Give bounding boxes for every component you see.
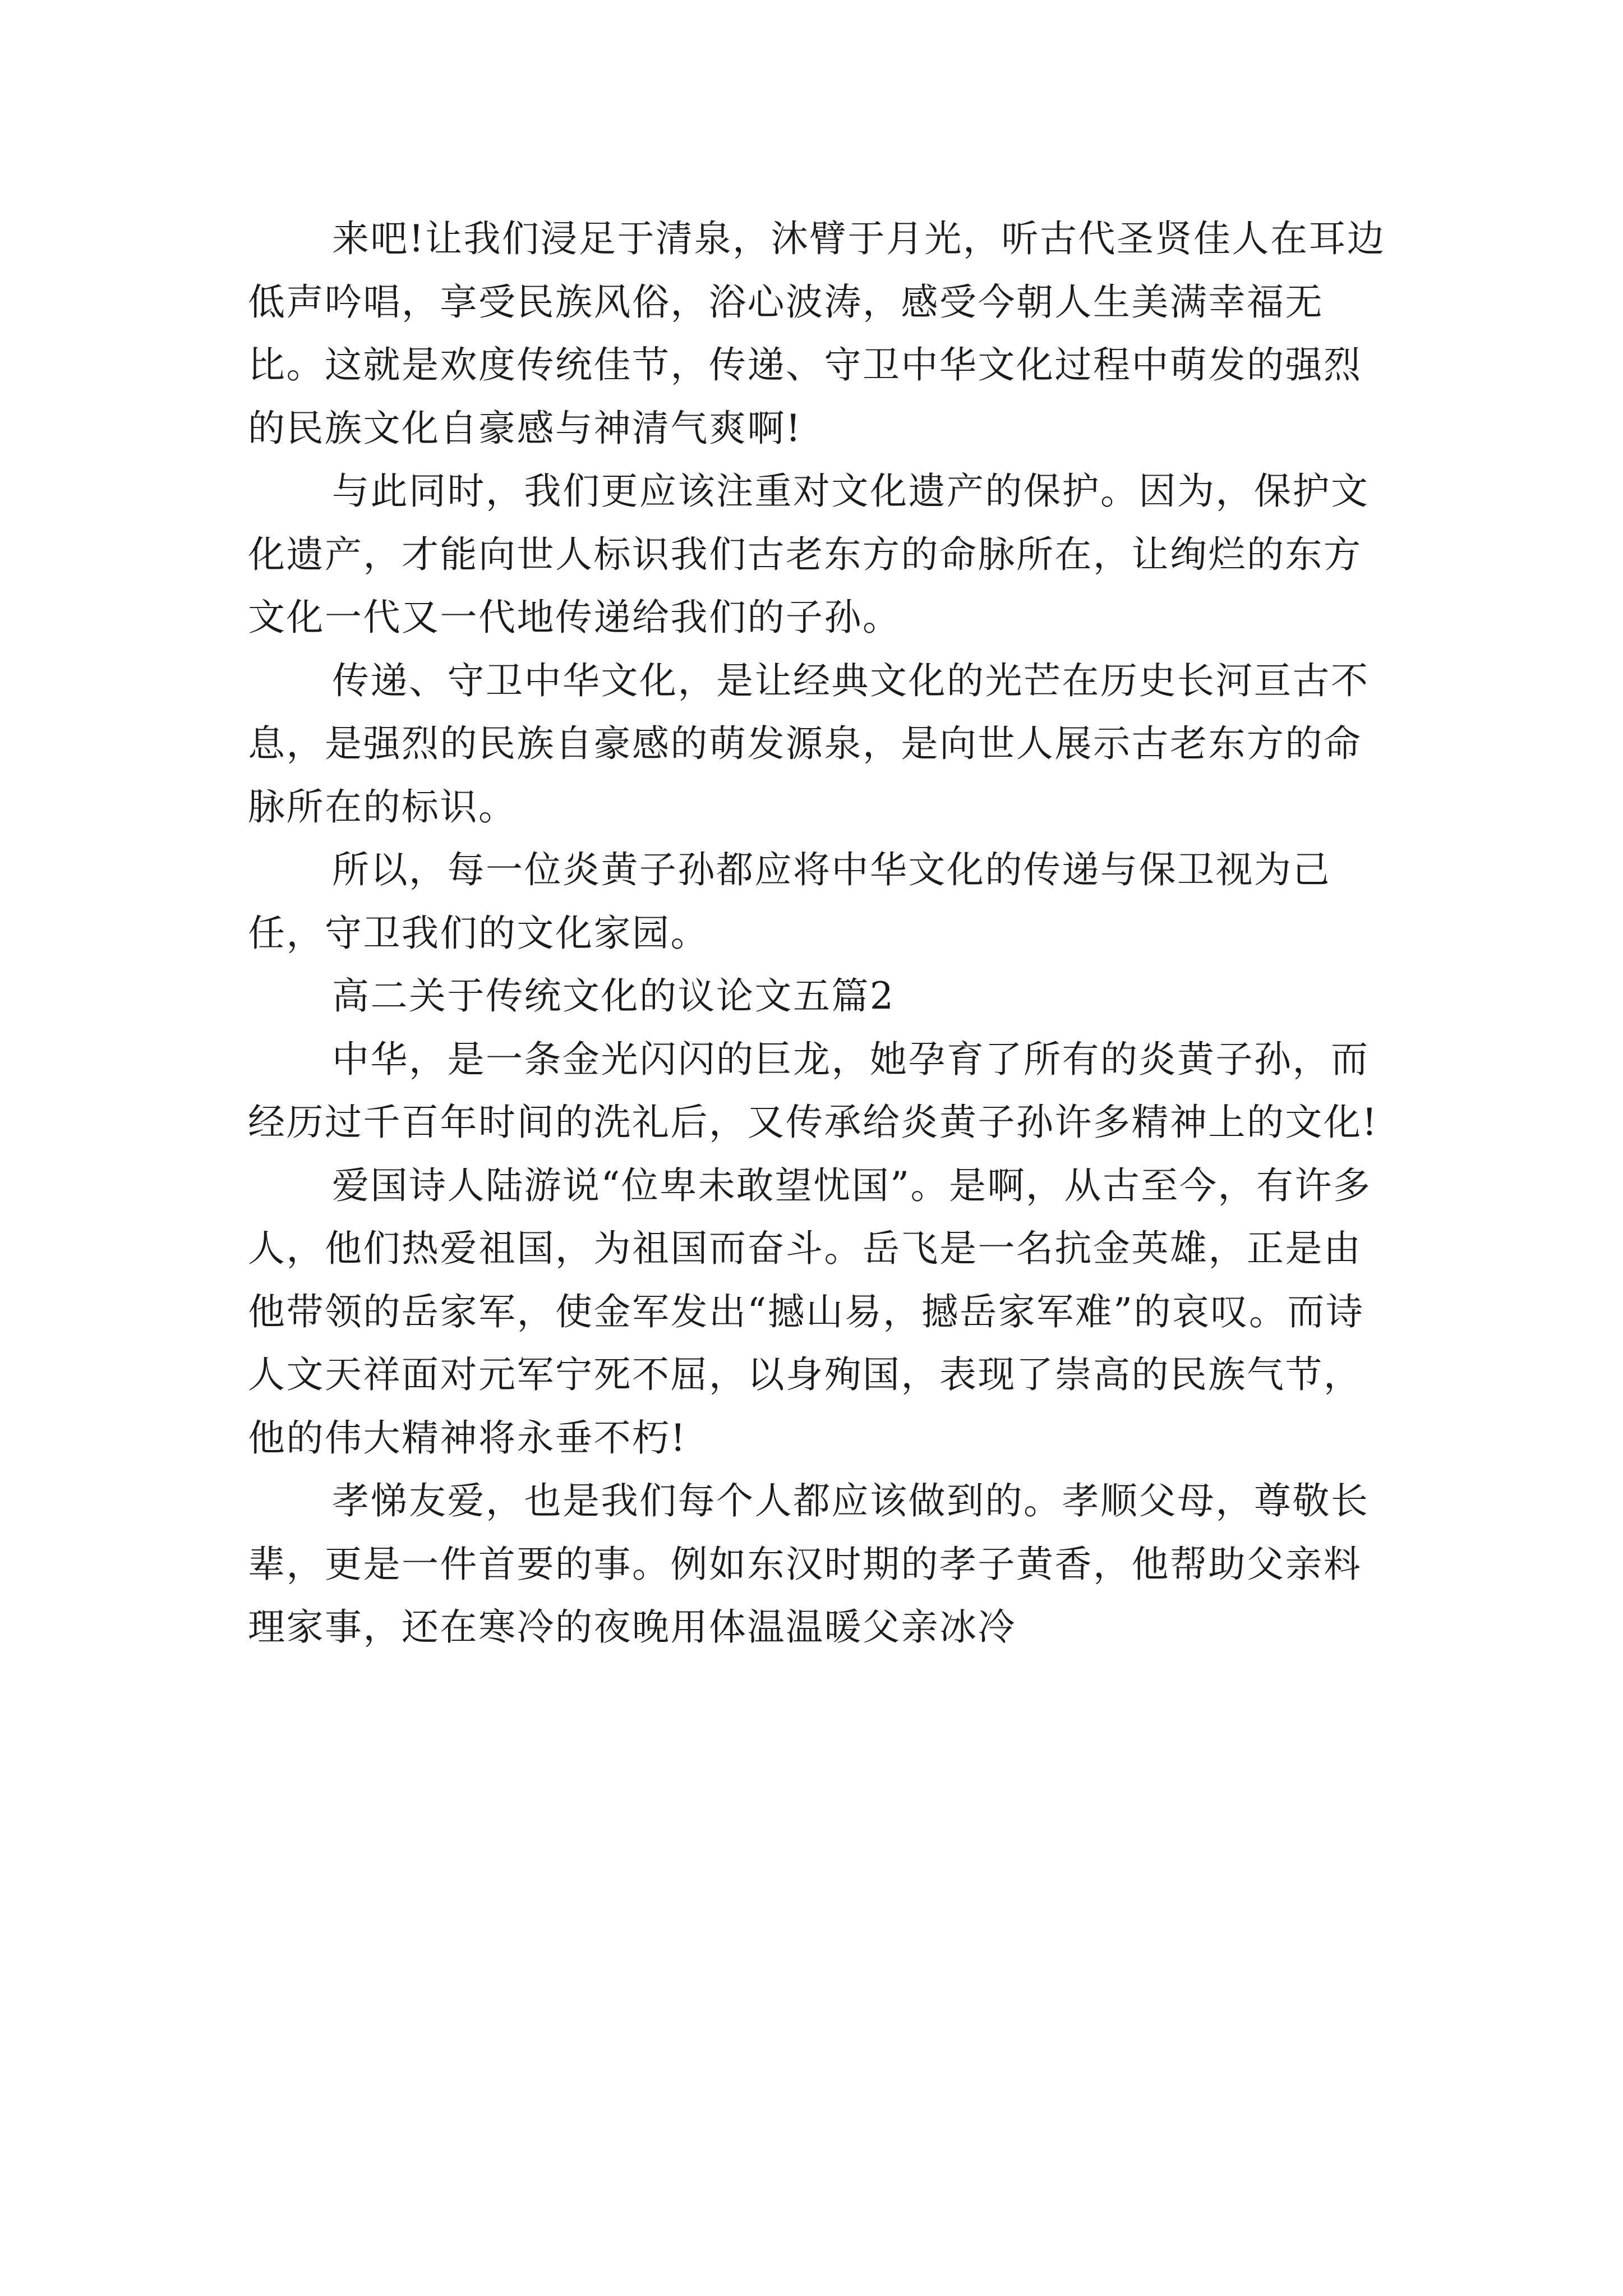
paragraph-3: 传递、守卫中华文化，是让经典文化的光芒在历史长河亘古不息，是强烈的民族自豪感的萌发源泉，是向世人展示古老东方的命脉所在的标识。: [248, 659, 1370, 829]
section-heading: 高二关于传统文化的议论文五篇2: [332, 974, 895, 1018]
paragraph-2: 与此同时，我们更应该注重对文化遗产的保护。因为，保护文化遗产，才能向世人标识我们古老东方的命脉所在，让绚烂的东方文化一代又一代地传递给我们的子孙。: [248, 470, 1370, 639]
paragraph-1: 来吧!让我们浸足于清泉，沐臂于月光，听古代圣贤佳人在耳边低声吟唱，享受民族风俗，浴心波涛，感受今朝人生美满幸福无比。这就是欢度传统佳节，传递、守卫中华文化过程中萌发的强烈的民族文化自豪感与神清气爽啊!: [248, 217, 1386, 450]
document-body: [248, 208, 1386, 1659]
paragraph-7: 孝悌友爱，也是我们每个人都应该做到的。孝顺父母，尊敬长辈，更是一件首要的事。例如东汉时期的孝子黄香，他帮助父亲料理家事，还在寒冷的夜晚用体温温暖父亲冰冷: [248, 1479, 1370, 1649]
paragraph-5: 中华，是一条金光闪闪的巨龙，她孕育了所有的炎黄子孙，而经历过千百年时间的洗礼后，又传承给炎黄子孙许多精神上的文化!: [248, 1037, 1378, 1144]
paragraph-6: 爱国诗人陆游说“位卑未敢望忧国”。是啊，从古至今，有许多人，他们热爱祖国，为祖国而奋斗。岳飞是一名抗金英雄，正是由他带领的岳家军，使金军发出“撼山易，撼岳家军难”的哀叹。而诗人文天祥面对元军宁死不屈，以身殉国，表现了崇高的民族气节，他的伟大精神将永垂不朽!: [248, 1163, 1372, 1460]
paragraph-4: 所以，每一位炎黄子孙都应将中华文化的传递与保卫视为己任，守卫我们的文化家园。: [248, 848, 1331, 955]
